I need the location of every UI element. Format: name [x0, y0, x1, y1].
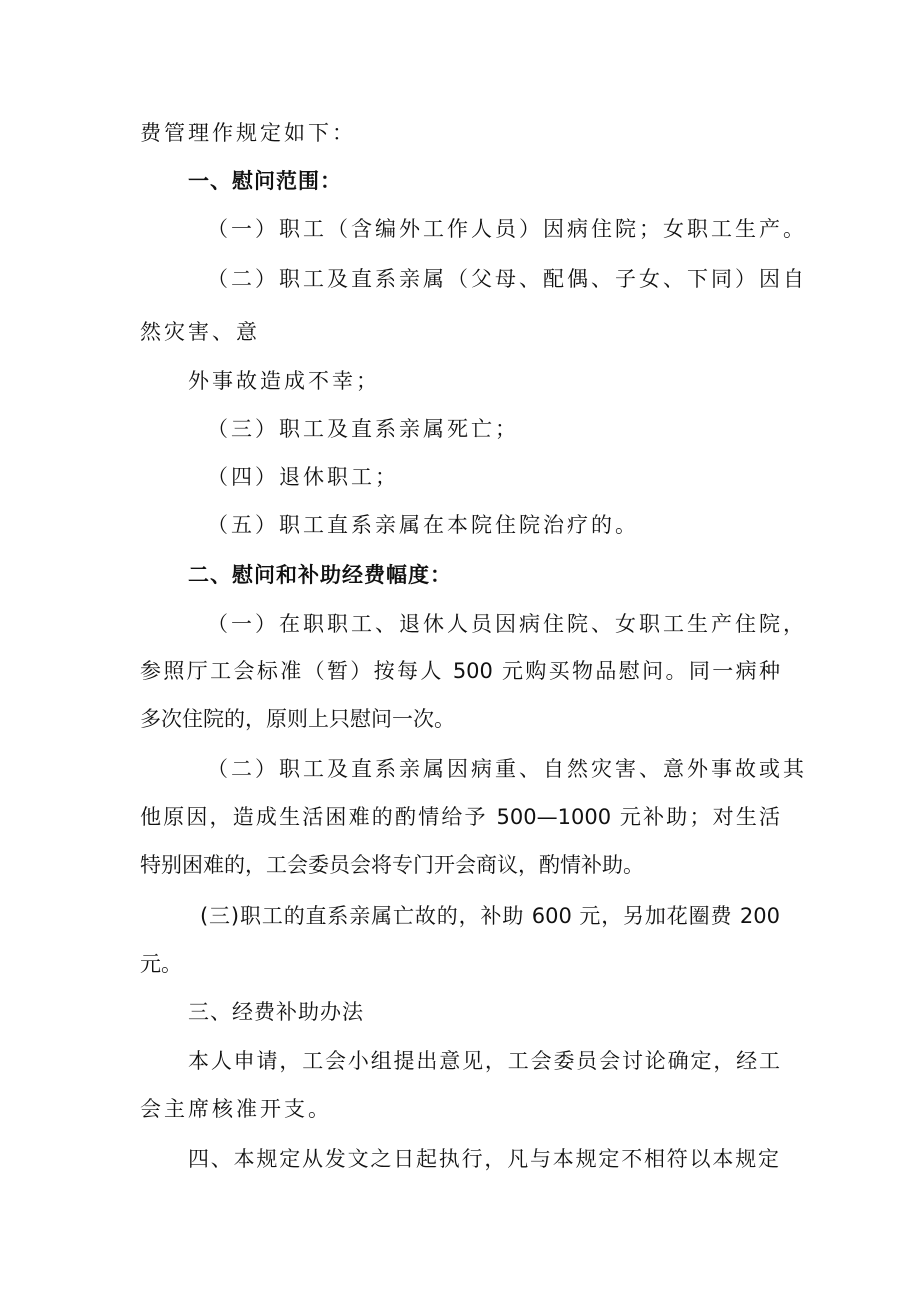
text-line: 外事故造成不幸； — [188, 369, 380, 393]
section-heading: 一、慰问范围： — [188, 169, 342, 193]
text-line: （三）职工及直系亲属死亡； — [207, 417, 519, 441]
text-line: 参照厅工会标准（暂）按每人 500 元购买物品慰问。同一病种 — [140, 659, 780, 683]
text-line: （二）职工及直系亲属（父母、配偶、子女、下同）因自 — [207, 267, 807, 291]
text-line: 然灾害、意 — [140, 320, 260, 344]
text-line: 费管理作规定如下： — [140, 121, 356, 145]
text-line: （二）职工及直系亲属因病重、自然灾害、意外事故或其 — [207, 757, 807, 781]
section-heading: 三、经费补助办法 — [188, 1000, 364, 1024]
text-line: 本人申请，工会小组提出意见，工会委员会讨论确定，经工 — [188, 1049, 780, 1073]
text-line: （一）职工（含编外工作人员）因病住院；女职工生产。 — [207, 217, 807, 241]
text-line: 他原因，造成生活困难的酌情给予 500—1000 元补助；对生活 — [140, 805, 780, 829]
text-line: 会主席核准开支。 — [140, 1097, 332, 1121]
text-line: 四、本规定从发文之日起执行，凡与本规定不相符以本规定 — [188, 1147, 780, 1171]
text-line: (三)职工的直系亲属亡故的，补助 600 元，另加花圈费 200 — [200, 904, 780, 928]
text-line: （一）在职职工、退休人员因病住院、女职工生产住院， — [207, 612, 807, 636]
text-line: 特别困难的，工会委员会将专门开会商议，酌情补助。 — [140, 853, 644, 877]
text-line: （五）职工直系亲属在本院住院治疗的。 — [207, 513, 639, 537]
text-line: 多次住院的，原则上只慰问一次。 — [140, 707, 455, 731]
section-heading: 二、慰问和补助经费幅度： — [188, 563, 452, 587]
text-line: 元。 — [140, 952, 182, 976]
text-line: （四）退休职工； — [207, 465, 399, 489]
